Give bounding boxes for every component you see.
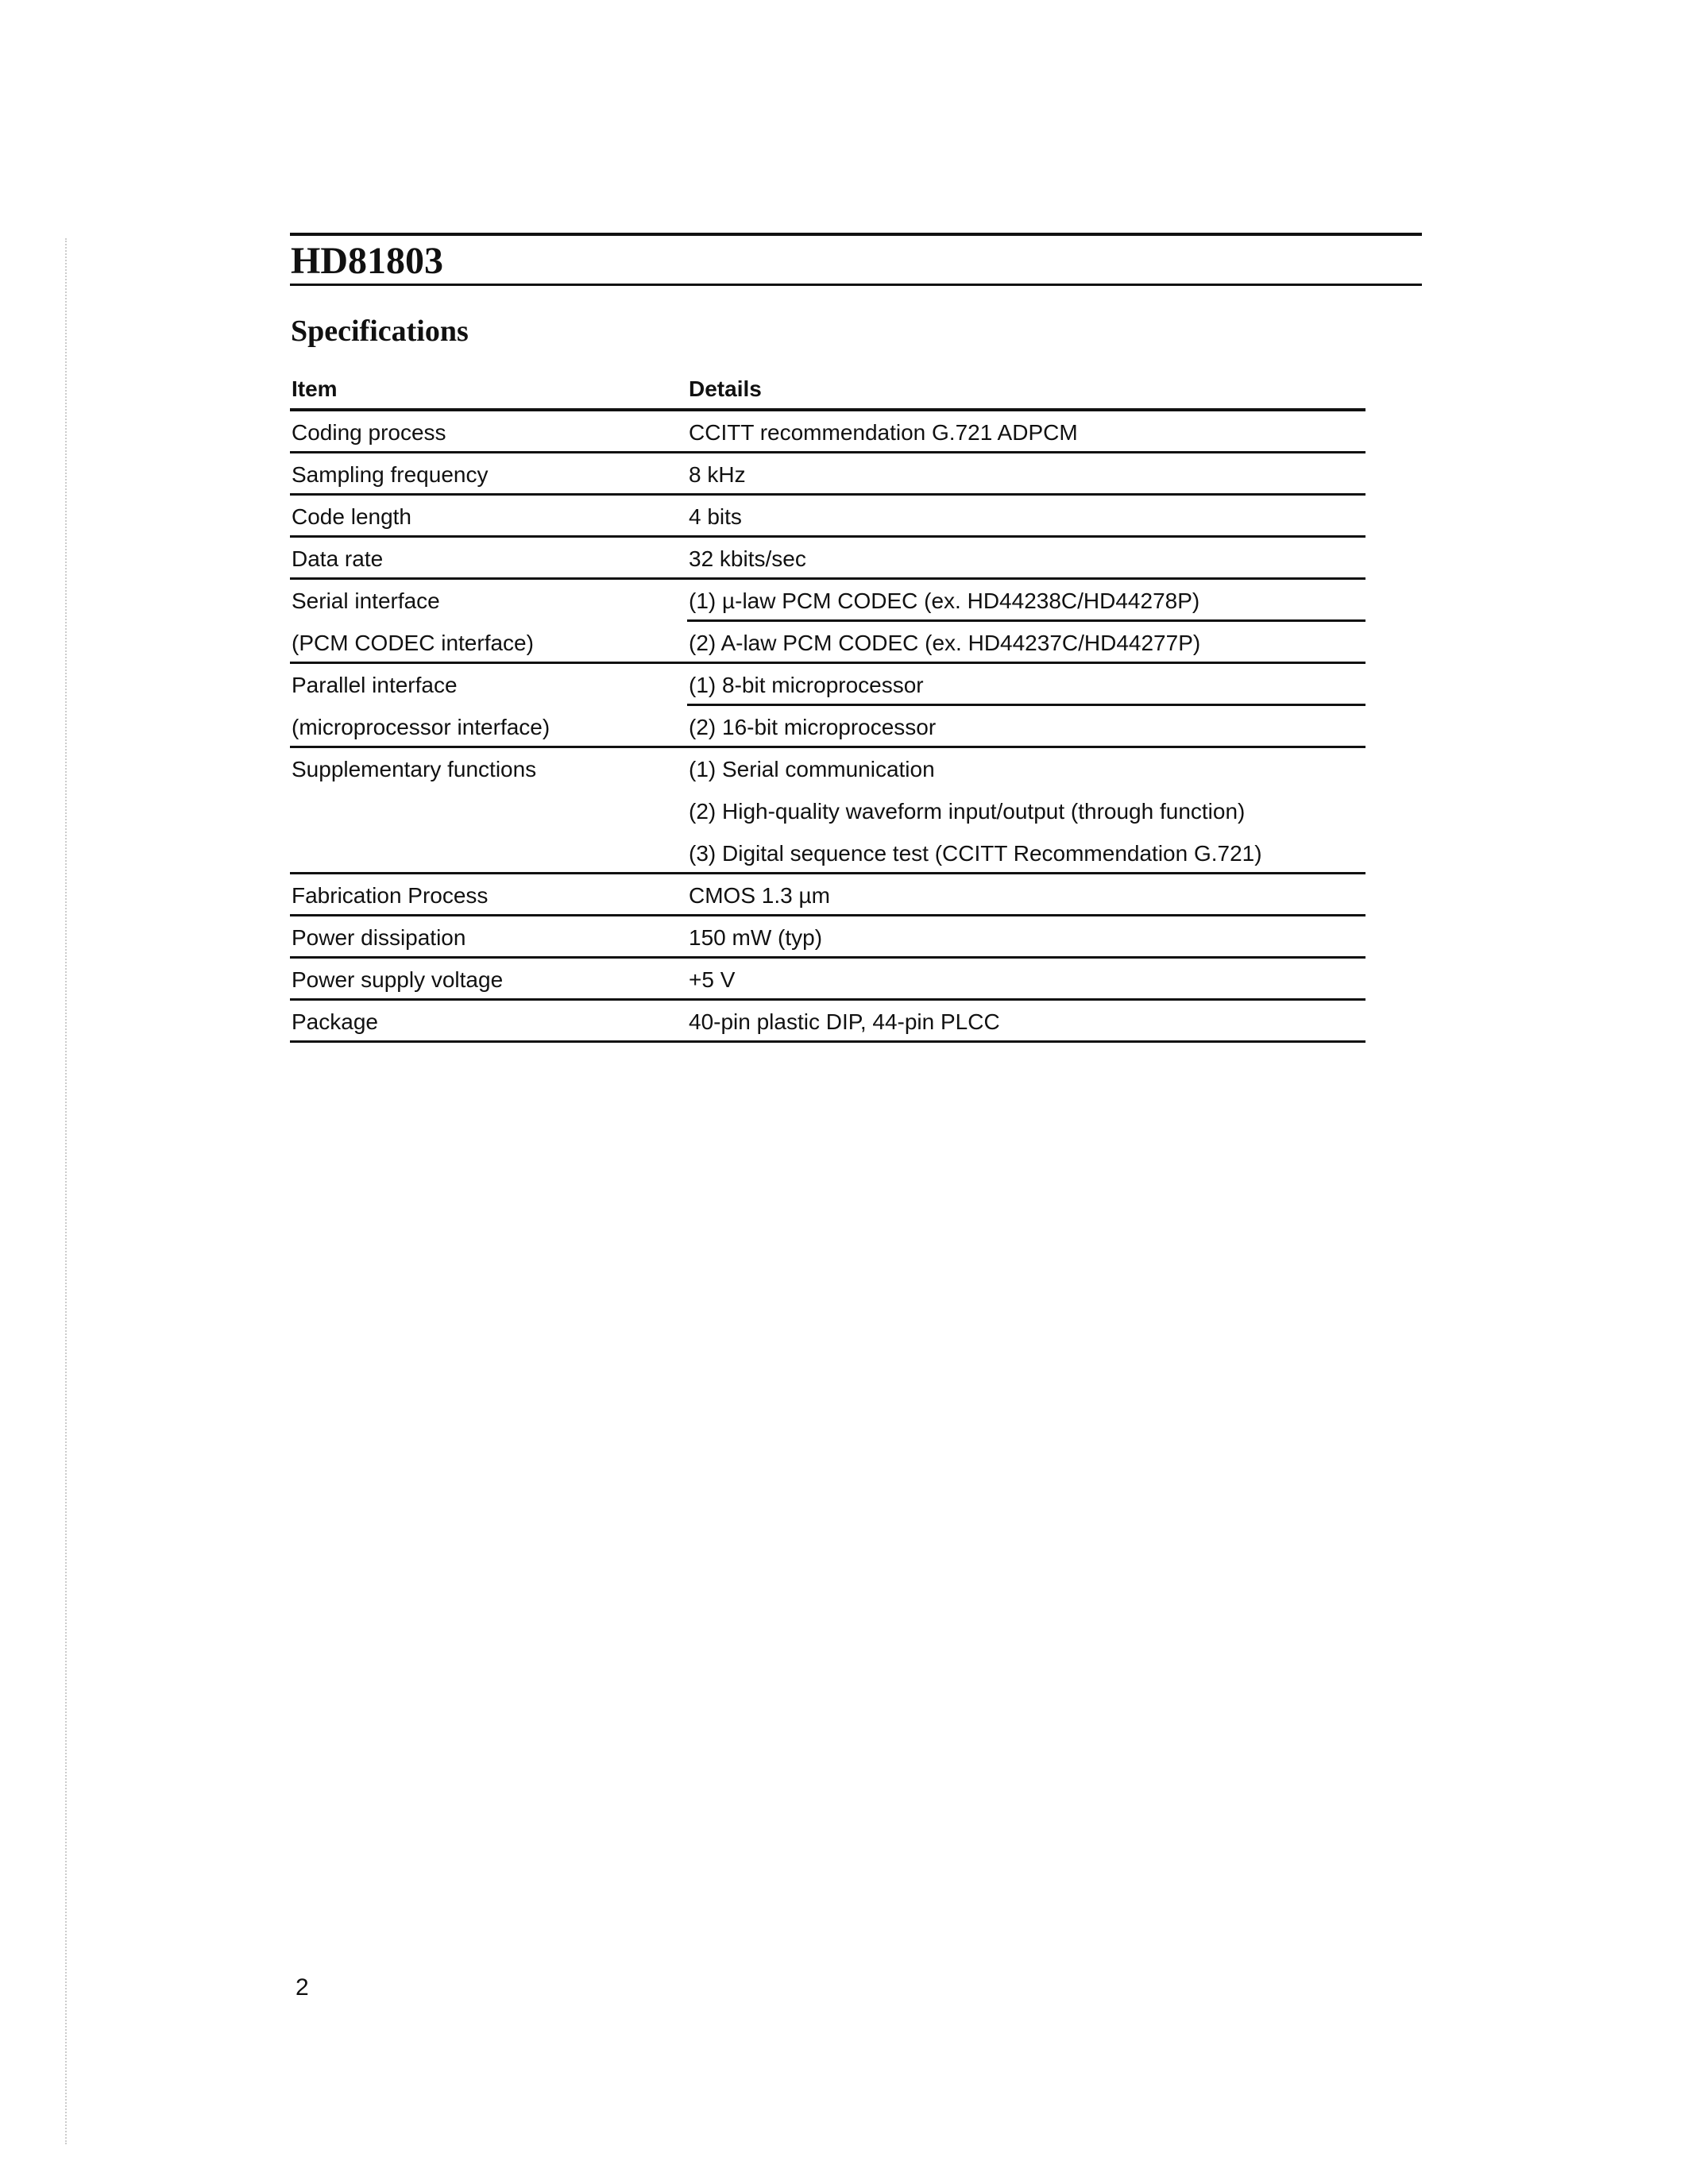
item-cell: Coding process [292, 420, 446, 445]
table-row [290, 706, 1365, 748]
scan-margin-line [65, 238, 67, 2144]
table-row [290, 874, 1365, 916]
details-cell: (2) High-quality waveform input/output (through function) [689, 799, 1246, 824]
item-cell: Supplementary functions [292, 757, 537, 781]
table-row [290, 622, 1365, 664]
table-row [290, 832, 1365, 874]
table-row [290, 1001, 1365, 1043]
page-number: 2 [295, 1974, 309, 2001]
item-cell: Code length [292, 504, 412, 529]
table-row [290, 453, 1365, 496]
details-cell: (1) Serial communication [689, 757, 935, 781]
item-cell: Serial interface [292, 588, 440, 613]
details-cell: (2) A-law PCM CODEC (ex. HD44237C/HD44277P) [689, 631, 1201, 655]
table-header [290, 370, 1365, 411]
item-cell: Power supply voltage [292, 967, 504, 992]
title-rule [290, 284, 1422, 286]
top-rule [290, 233, 1422, 236]
item-cell: Fabrication Process [292, 883, 489, 908]
details-cell: 8 kHz [689, 462, 746, 487]
details-cell: 4 bits [689, 504, 742, 529]
table-row [290, 411, 1365, 453]
item-cell: Power dissipation [292, 925, 466, 950]
item-cell: Data rate [292, 546, 384, 571]
item-cell: Parallel interface [292, 673, 458, 697]
details-cell: 40-pin plastic DIP, 44-pin PLCC [689, 1009, 1000, 1034]
item-cell: (PCM CODEC interface) [292, 631, 534, 655]
item-cell: Package [292, 1009, 378, 1034]
column-header-item: Item [292, 376, 338, 401]
item-cell: Sampling frequency [292, 462, 489, 487]
details-cell: CCITT recommendation G.721 ADPCM [689, 420, 1078, 445]
section-heading: Specifications [291, 314, 469, 348]
specifications-table [290, 370, 1365, 1043]
details-cell: CMOS 1.3 µm [689, 883, 830, 908]
page-title: HD81803 [291, 240, 443, 282]
details-cell: (1) 8-bit microprocessor [689, 673, 924, 697]
table-row [290, 916, 1365, 959]
details-cell: (2) 16-bit microprocessor [689, 715, 937, 739]
details-cell: 150 mW (typ) [689, 925, 823, 950]
table-row [290, 538, 1365, 580]
item-cell: (microprocessor interface) [292, 715, 550, 739]
details-cell: (3) Digital sequence test (CCITT Recommendation G.721) [689, 841, 1262, 866]
table-row [290, 748, 1365, 790]
details-cell: (1) µ-law PCM CODEC (ex. HD44238C/HD44278P) [689, 588, 1200, 613]
details-cell: +5 V [689, 967, 736, 992]
column-header-details: Details [689, 376, 762, 401]
table-row [290, 580, 1365, 622]
table-row [290, 959, 1365, 1001]
details-cell: 32 kbits/sec [689, 546, 806, 571]
table-row [290, 664, 1365, 706]
table-row [290, 496, 1365, 538]
table-row [290, 790, 1365, 832]
